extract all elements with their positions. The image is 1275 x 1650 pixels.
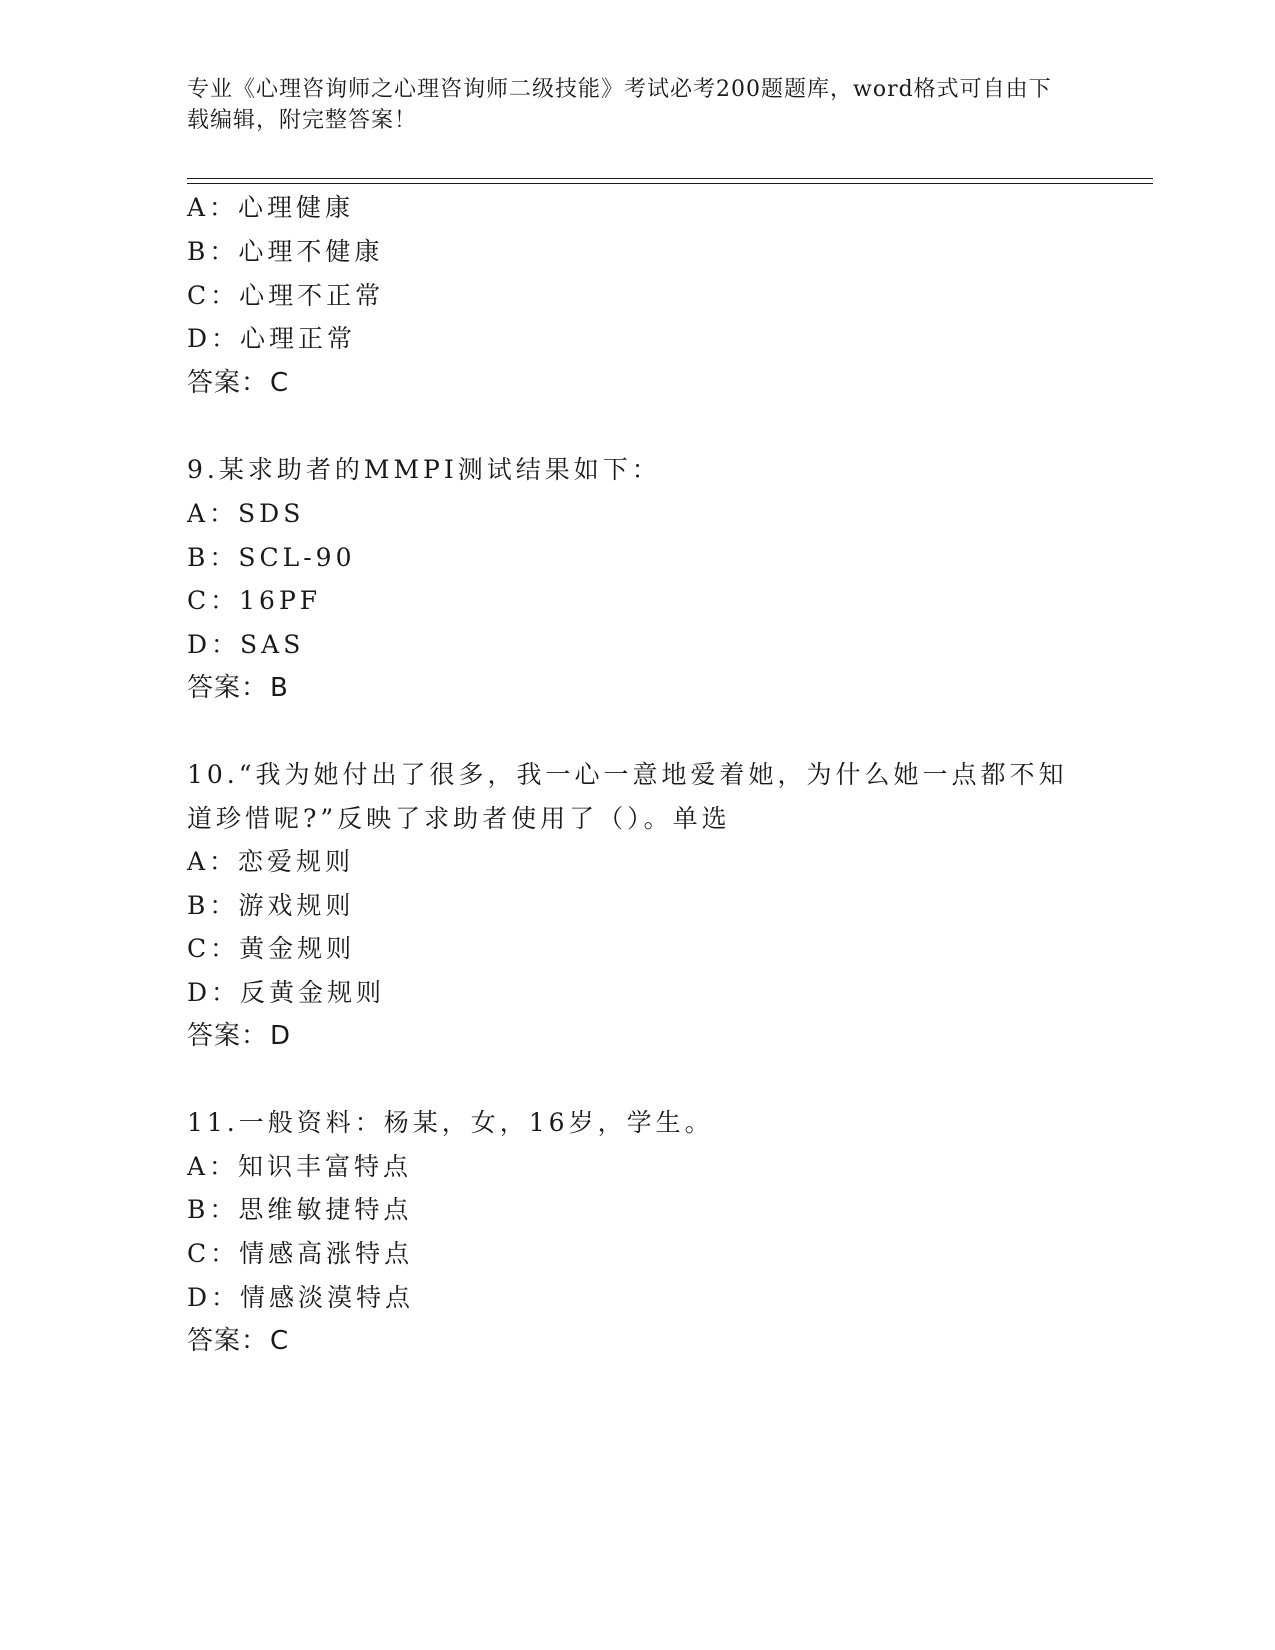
- q9-question: 9.某求助者的MMPI测试结果如下：: [187, 455, 661, 484]
- q11-option-a: A：知识丰富特点: [187, 1152, 413, 1181]
- q8-answer-label: 答案：: [187, 368, 269, 398]
- q11-option-d: D：情感淡漠特点: [187, 1283, 415, 1312]
- q10-question-line2: 道珍惜呢?”反映了求助者使用了（）。单选: [187, 804, 731, 833]
- q8-answer: [187, 367, 289, 399]
- q10-option-b: B：游戏规则: [187, 891, 355, 920]
- q10-option-d: D：反黄金规则: [187, 978, 386, 1007]
- q9-option-c: C：16PF: [187, 586, 322, 615]
- q9-answer-label: 答案：: [187, 673, 269, 703]
- q10-question-line1: 10.“我为她付出了很多，我一心一意地爱着她，为什么她一点都不知: [187, 760, 1068, 789]
- q11-answer-value: C: [270, 1326, 290, 1356]
- q9-answer: [187, 672, 289, 704]
- q9-option-d: D：SAS: [187, 630, 305, 659]
- q9-option-b: B：SCL-90: [187, 543, 356, 572]
- q10-answer-value: D: [270, 1021, 292, 1051]
- q11-option-b: B：思维敏捷特点: [187, 1195, 413, 1224]
- q11-answer-label: 答案：: [187, 1326, 269, 1356]
- header-divider-top: [187, 178, 1153, 179]
- q10-answer: [187, 1020, 291, 1052]
- header-divider-bottom: [187, 183, 1153, 184]
- q11-answer: [187, 1325, 289, 1357]
- q11-question: 11.一般资料：杨某，女，16岁，学生。: [187, 1108, 714, 1137]
- q8-option-d: D：心理正常: [187, 324, 357, 353]
- q9-answer-value: B: [270, 673, 289, 703]
- q8-option-a: A：心理健康: [187, 193, 355, 222]
- q8-answer-value: C: [270, 368, 290, 398]
- q10-answer-label: 答案：: [187, 1021, 269, 1051]
- q8-option-b: B：心理不健康: [187, 237, 384, 266]
- document-intro: 专业《心理咨询师之心理咨询师二级技能》考试必考200题题库，word格式可自由下载编辑，附完整答案！: [187, 77, 1052, 133]
- q11-option-c: C：情感高涨特点: [187, 1239, 414, 1268]
- q10-option-a: A：恋爱规则: [187, 847, 355, 876]
- q10-option-c: C：黄金规则: [187, 934, 356, 963]
- q9-option-a: A：SDS: [187, 499, 305, 528]
- q8-option-c: C：心理不正常: [187, 281, 385, 310]
